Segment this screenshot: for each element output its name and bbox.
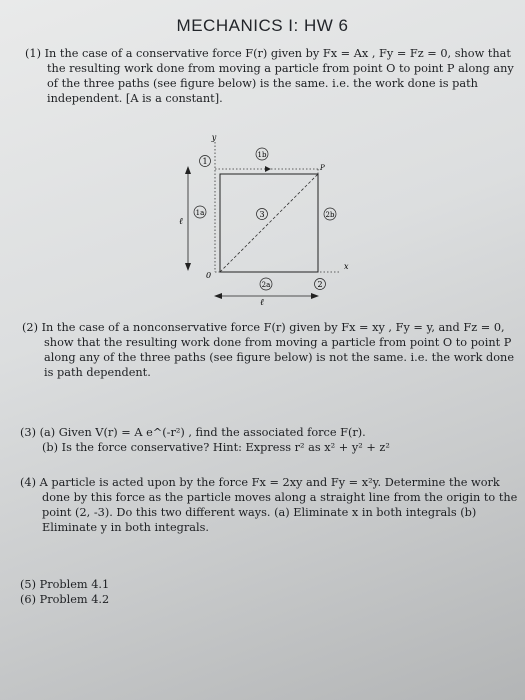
- label-1a: 1a: [195, 209, 205, 217]
- q4-line-1: (4) A particle is acted upon by the force Fx = 2xy and Fy = x²y. Determine the work: [20, 476, 500, 489]
- label-1: 1: [202, 157, 208, 166]
- q3-line-1: (3) (a) Given V(r) = A e^(-r²) , find the associated force F(r).: [20, 426, 366, 439]
- question-2: [22, 320, 515, 380]
- bottom-arrow-right-icon: [311, 293, 319, 299]
- origin-label: 0: [206, 271, 212, 280]
- y-axis-label: y: [211, 133, 217, 142]
- label-2b: 2b: [325, 211, 335, 219]
- left-arrow-down-icon: [185, 263, 191, 271]
- q1-line-4: independent. [A is a constant].: [47, 92, 223, 105]
- point-p-label: P: [320, 164, 325, 172]
- q4-line-3: point (2, -3). Do this two different ways. (a) Eliminate x in both integrals (b): [42, 506, 477, 519]
- question-6: (6) Problem 4.2: [20, 593, 110, 606]
- q3-line-2: (b) Is the force conservative? Hint: Express r² as x² + y² + z²: [42, 441, 390, 454]
- question-3: [20, 425, 510, 455]
- left-arrow-up-icon: [185, 166, 191, 174]
- q1-line-3: of the three paths (see figure below) is the same. i.e. the work done is path: [47, 77, 478, 90]
- q4-line-2: done by this force as the particle moves along a straight line from the origin to the: [42, 491, 518, 504]
- top-arrow-icon: [265, 166, 271, 172]
- question-5: (5) Problem 4.1: [20, 578, 110, 591]
- path-diagram: [170, 132, 360, 307]
- q2-line-3: along any of the three paths (see figure below) is not the same. i.e. the work done: [44, 351, 515, 364]
- question-1: [25, 46, 514, 106]
- q2-line-4: is path dependent.: [44, 366, 151, 379]
- label-1b: 1b: [257, 151, 267, 159]
- problem-list: [20, 577, 320, 607]
- q2-line-2: show that the resulting work done from moving a particle from point O to point P: [44, 336, 512, 349]
- question-4: [20, 475, 518, 535]
- x-axis-label: x: [344, 262, 349, 271]
- q1-line-1: (1) In the case of a conservative force F(r) given by Fx = Ax , Fy = Fz = 0, show that: [25, 47, 511, 60]
- q4-line-4: Eliminate y in both integrals.: [42, 521, 209, 534]
- label-3: 3: [259, 210, 265, 219]
- q1-line-2: the resulting work done from moving a particle from point O to point P along any: [47, 62, 514, 75]
- label-2: 2: [317, 280, 323, 289]
- bottom-length-label: ℓ: [260, 298, 264, 307]
- bottom-arrow-left-icon: [214, 293, 222, 299]
- label-2a: 2a: [261, 281, 271, 289]
- q2-line-1: (2) In the case of a nonconservative force F(r) given by Fx = xy , Fy = y, and Fz = 0,: [22, 321, 505, 334]
- left-length-label: ℓ: [179, 217, 183, 227]
- path-diagonal: [220, 174, 318, 272]
- page-title: MECHANICS I: HW 6: [176, 16, 349, 35]
